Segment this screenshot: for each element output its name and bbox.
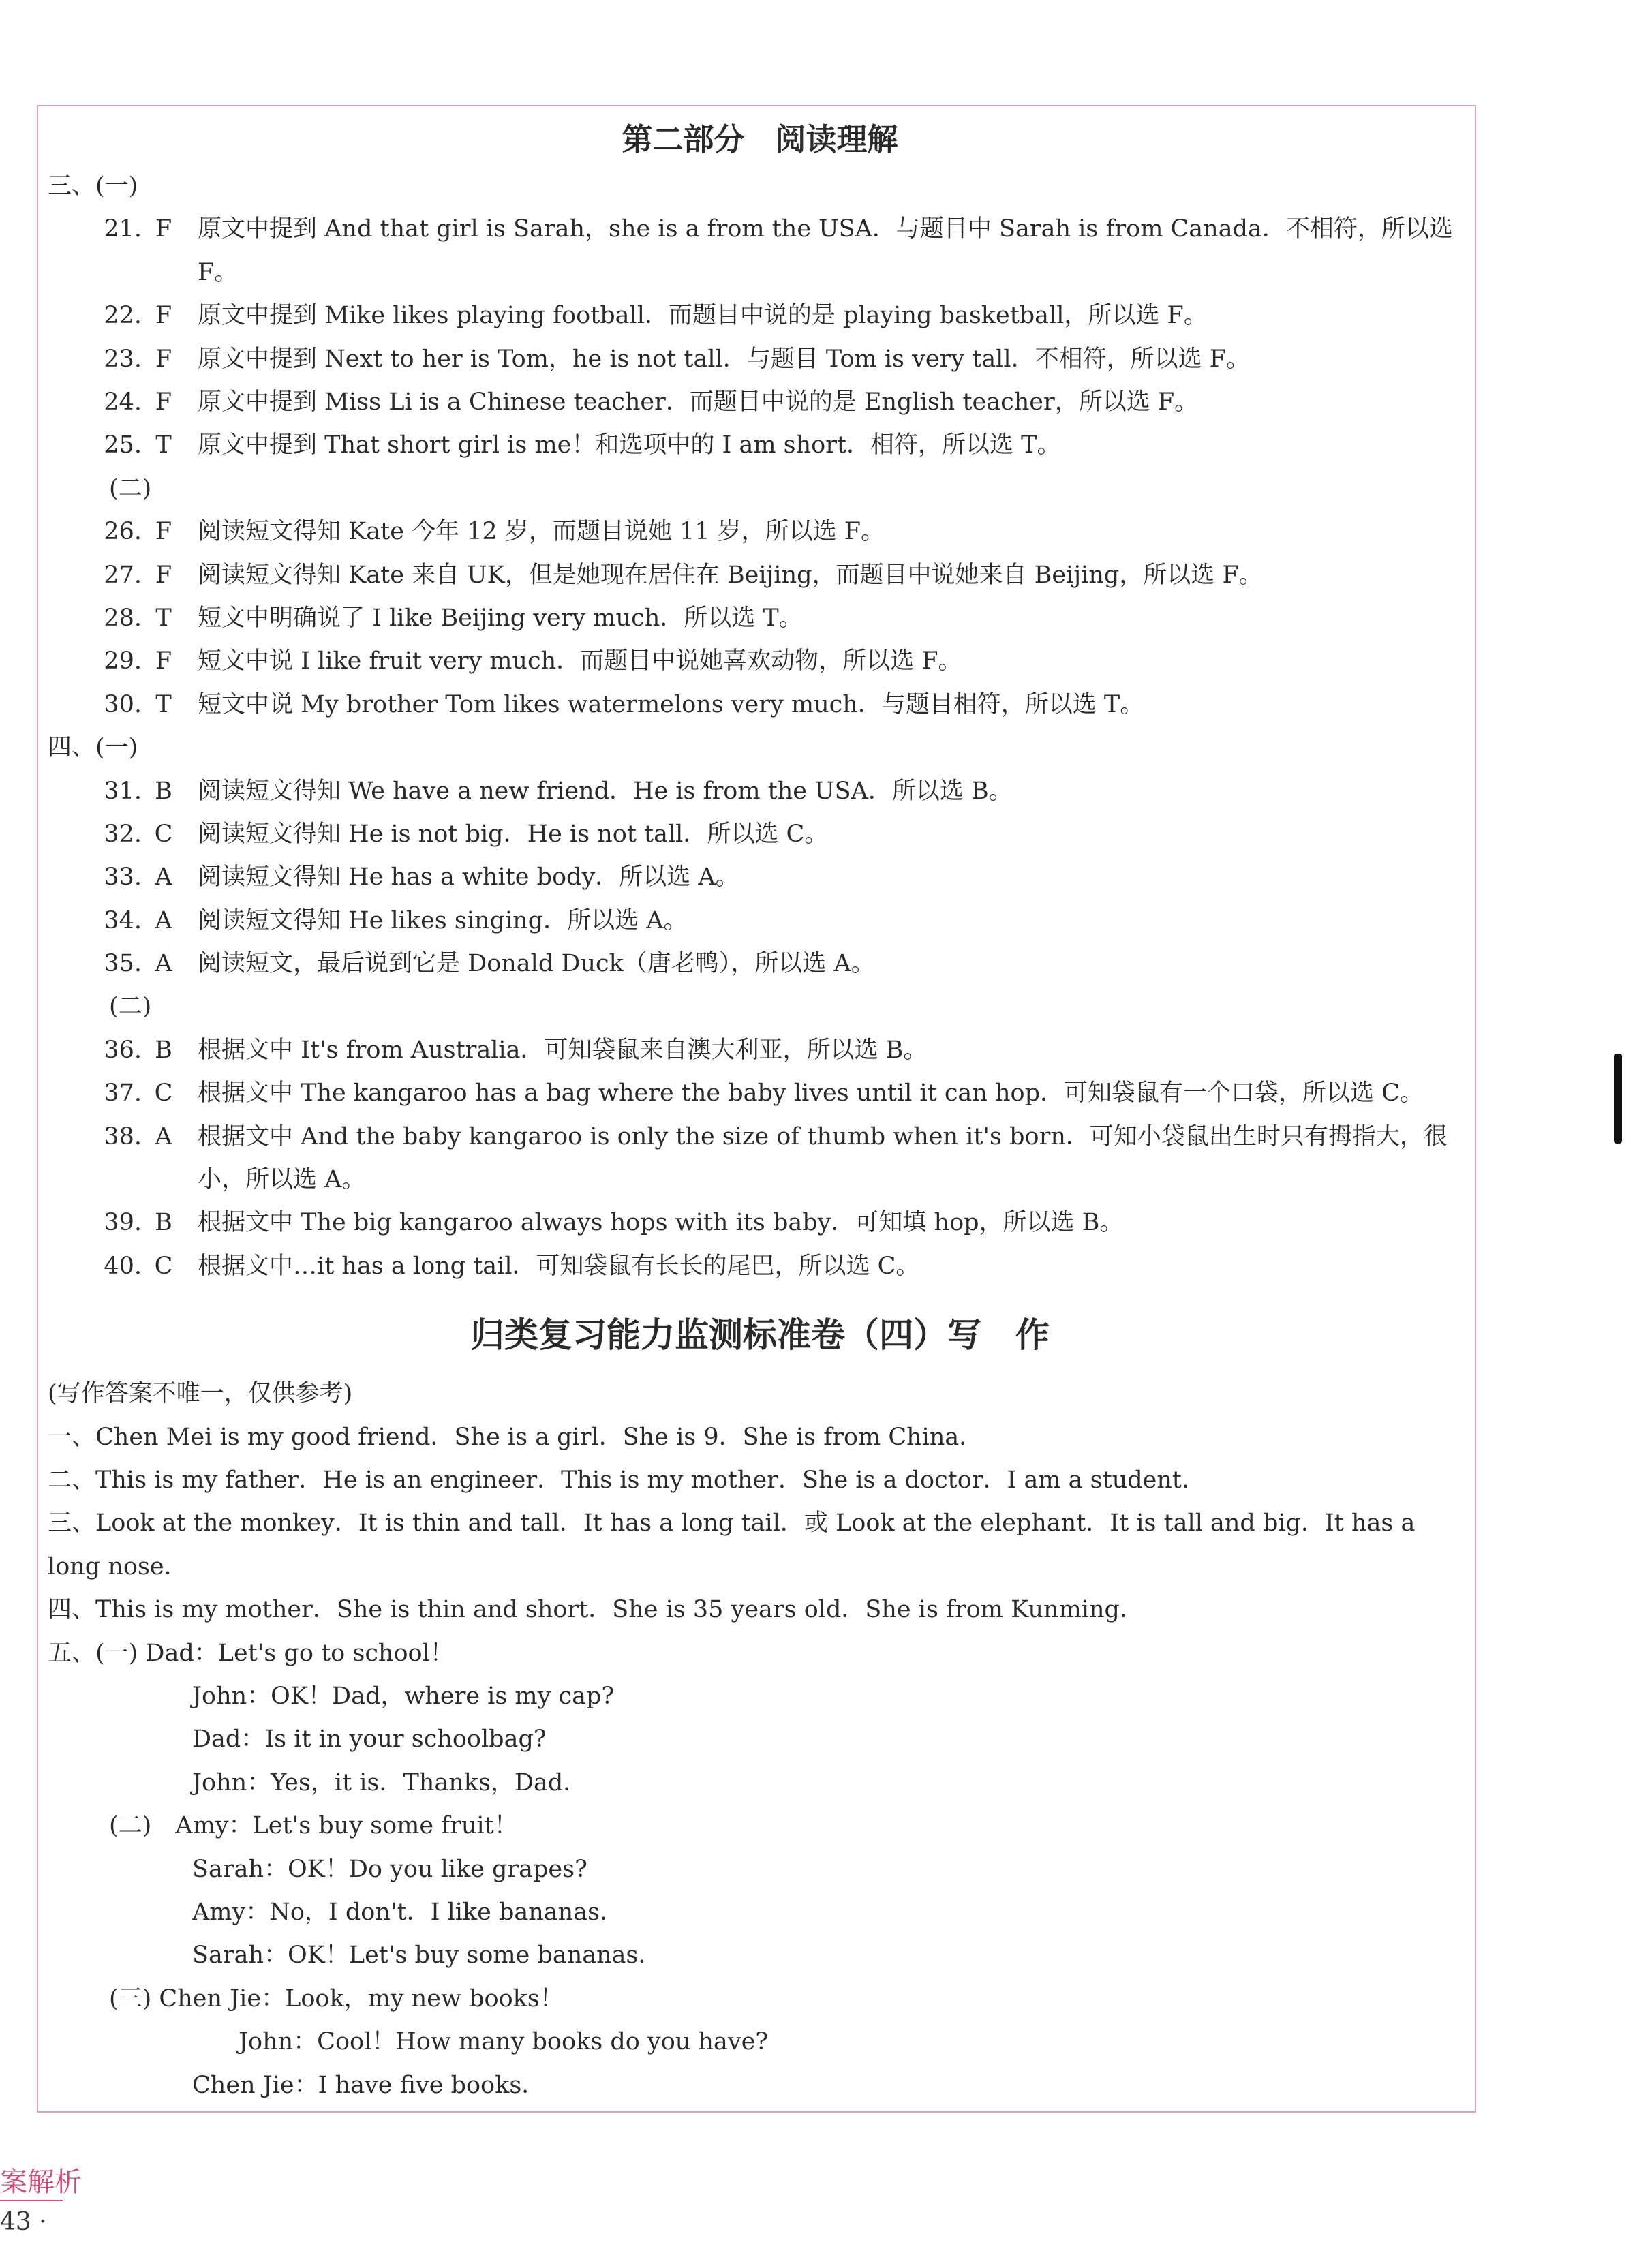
answer-number: 25. (104, 431, 142, 459)
answer-explanation: 短文中明确说了 I like Beijing very much．所以选 T。 (198, 604, 803, 632)
dialogue-line: Amy：No，I don't．I like bananas． (192, 1898, 624, 1926)
page-content (48, 114, 1472, 2107)
answer-explanation: 根据文中 The kangaroo has a bag where the baby lives until it can hop．可知袋鼠有一个口袋，所以选 C。 (198, 1079, 1424, 1107)
answer-letter: T (155, 431, 172, 459)
answer-explanation: 根据文中 It's from Australia．可知袋鼠来自澳大利亚，所以选 B。 (198, 1036, 928, 1064)
answer-list (48, 208, 1472, 467)
answer-letter: F (155, 388, 172, 416)
answer-explanation: 阅读短文得知 He is not big．He is not tall．所以选 C。 (198, 820, 829, 848)
answer-explanation: 阅读短文得知 Kate 今年 12 岁，而题目说她 11 岁，所以选 F。 (198, 518, 885, 546)
answer-number: 38. (104, 1122, 142, 1150)
answer-explanation: 原文中提到 Mike likes playing football．而题目中说的是 playing basketball，所以选 F。 (198, 302, 1208, 330)
answer-number: 23. (104, 345, 142, 373)
answer-row (48, 424, 1472, 467)
answer-row (48, 813, 1472, 856)
answer-letter: A (155, 950, 172, 978)
answer-list (48, 770, 1472, 986)
writing-answer-2: 二、This is my father．He is an engineer．This is my mother．She is a doctor．I am a student． (48, 1467, 1206, 1494)
answer-letter: B (155, 777, 172, 805)
answer-row (48, 943, 1472, 985)
dialogue-3-head: (三) Chen Jie：Look，my new books！ (109, 1984, 564, 2012)
answer-number: 39. (104, 1209, 142, 1237)
dialogue-line: John：Yes，it is．Thanks，Dad． (192, 1768, 587, 1796)
answer-letter: A (155, 1122, 172, 1150)
answer-explanation: 短文中说 My brother Tom likes watermelons very much．与题目相符，所以选 T。 (198, 690, 1144, 718)
answer-row (48, 510, 1472, 553)
answer-row (48, 381, 1472, 424)
answer-letter: F (155, 561, 172, 589)
writing-answer-4: 四、This is my mother．She is thin and short．She is 35 years old．She is from Kunming． (48, 1596, 1144, 1624)
answer-explanation: 原文中提到 And that girl is Sarah，she is a from the USA．与题目中 Sarah is from Canada．不相符，所以选 F。 (198, 215, 1453, 286)
answer-letter: B (155, 1036, 172, 1064)
answer-number: 30. (104, 690, 142, 718)
answer-explanation: 原文中提到 Next to her is Tom，he is not tall．与题目 Tom is very tall．不相符，所以选 F。 (198, 345, 1250, 373)
answer-number: 28. (104, 604, 142, 632)
dialogue-line: Sarah：OK！Do you like grapes? (192, 1855, 587, 1883)
answer-explanation: 根据文中…it has a long tail．可知袋鼠有长长的尾巴，所以选 C。 (198, 1252, 920, 1280)
answer-number: 24. (104, 388, 142, 416)
answer-row (48, 1029, 1472, 1072)
answer-number: 22. (104, 302, 142, 330)
answer-row (48, 1245, 1472, 1288)
binding-mark (1614, 1054, 1622, 1144)
group-heading-4-1: 四、(一) (48, 734, 138, 762)
answer-explanation: 根据文中 The big kangaroo always hops with its baby．可知填 hop，所以选 B。 (198, 1209, 1124, 1237)
answer-row (48, 1072, 1472, 1115)
answer-explanation: 短文中说 I like fruit very much．而题目中说她喜欢动物，所以选 F。 (198, 647, 962, 675)
group-heading-4-2: (二) (109, 993, 152, 1021)
answer-letter: A (155, 863, 172, 891)
answer-list (48, 510, 1472, 726)
dialogue-line: Dad：Is it in your schoolbag? (192, 1726, 547, 1753)
answer-number: 33. (104, 863, 142, 891)
answer-row (48, 856, 1472, 899)
answer-letter: T (155, 604, 172, 632)
group-heading-3-2: (二) (109, 474, 152, 502)
writing-answer-3: 三、Look at the monkey．It is thin and tall．It has a long tail．或 Look at the elephant．It is tall and big．It has a long nose． (48, 1510, 1416, 1580)
answer-number: 32. (104, 820, 142, 848)
answer-letter: F (155, 647, 172, 675)
answer-explanation: 原文中提到 That short girl is me！和选项中的 I am short．相符，所以选 T。 (198, 431, 1061, 459)
answer-letter: F (155, 518, 172, 546)
dialogue-line: John：OK！Dad，where is my cap? (192, 1682, 615, 1710)
answer-letter: T (155, 690, 172, 718)
answer-letter: A (155, 906, 172, 934)
answer-row (48, 684, 1472, 726)
answer-number: 35. (104, 950, 142, 978)
answer-explanation: 阅读短文得知 He has a white body．所以选 A。 (198, 863, 739, 891)
answer-letter: F (155, 302, 172, 330)
answer-letter: C (154, 1252, 173, 1280)
answer-number: 27. (104, 561, 142, 589)
answer-letter: F (155, 215, 172, 243)
dialogue-line: Sarah：OK！Let's buy some bananas． (192, 1942, 662, 1970)
answer-explanation: 原文中提到 Miss Li is a Chinese teacher．而题目中说的是 English teacher，所以选 F。 (198, 388, 1199, 416)
answer-number: 40. (104, 1252, 142, 1280)
dialogue-line: Chen Jie：I have five books． (192, 2071, 546, 2099)
answer-row (48, 1116, 1472, 1202)
answer-row (48, 294, 1472, 337)
answer-row (48, 770, 1472, 813)
dialogue-line: John：Cool！How many books do you have? (239, 2028, 769, 2056)
writing-answer-1: 一、Chen Mei is my good friend．She is a girl．She is 9．She is from China． (48, 1423, 983, 1451)
answer-letter: C (154, 1079, 173, 1107)
answer-number: 29. (104, 647, 142, 675)
answer-row (48, 597, 1472, 640)
answer-row (48, 208, 1472, 294)
answer-number: 21. (104, 215, 142, 243)
writing-note: (写作答案不唯一，仅供参考) (48, 1380, 353, 1408)
part-title: 第二部分 阅读理解 (622, 121, 898, 157)
answer-row (48, 338, 1472, 381)
answer-number: 31. (104, 777, 142, 805)
footer-section-label: 案解析 (0, 2166, 82, 2198)
answer-row (48, 1201, 1472, 1244)
answer-number: 36. (104, 1036, 142, 1064)
page-number: 43 · (0, 2208, 47, 2236)
writing-title: 归类复习能力监测标准卷（四）写 作 (470, 1315, 1050, 1355)
answer-number: 34. (104, 906, 142, 934)
answer-explanation: 阅读短文，最后说到它是 Donald Duck（唐老鸭），所以选 A。 (198, 950, 875, 978)
answer-letter: C (154, 820, 173, 848)
dialogue-2-head: (二) Amy：Let's buy some fruit！ (109, 1812, 518, 1840)
footer-rule (0, 2200, 63, 2201)
answer-row (48, 640, 1472, 683)
answer-list (48, 1029, 1472, 1288)
answer-number: 26. (104, 518, 142, 546)
answer-row (48, 554, 1472, 597)
answer-number: 37. (104, 1079, 142, 1107)
answer-explanation: 根据文中 And the baby kangaroo is only the size of thumb when it's born．可知小袋鼠出生时只有拇指大，很小，所以选 A。 (198, 1122, 1448, 1194)
answer-letter: F (155, 345, 172, 373)
dialogue-1-head: 五、(一) Dad：Let's go to school！ (48, 1639, 454, 1667)
answer-letter: B (155, 1209, 172, 1237)
group-heading-3-1: 三、(一) (48, 172, 138, 200)
answer-explanation: 阅读短文得知 We have a new friend．He is from the USA．所以选 B。 (198, 777, 1013, 805)
answer-row (48, 900, 1472, 943)
answer-explanation: 阅读短文得知 He likes singing．所以选 A。 (198, 906, 688, 934)
answer-explanation: 阅读短文得知 Kate 来自 UK，但是她现在居住在 Beijing，而题目中说她来自 Beijing，所以选 F。 (198, 561, 1263, 589)
